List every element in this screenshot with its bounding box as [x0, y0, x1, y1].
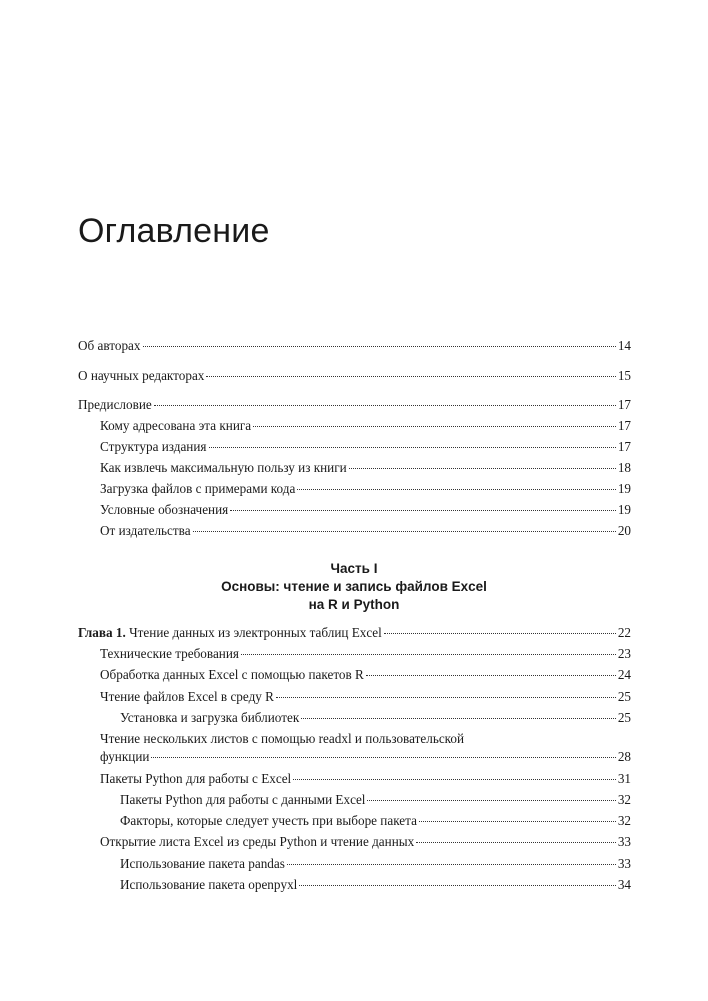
toc-entry-package-factors[interactable] [120, 812, 631, 829]
toc-entry-label: Открытие листа Excel из среды Python и чтение данных [100, 834, 415, 849]
toc-entry-about-authors[interactable] [78, 337, 631, 354]
toc-page-number: 22 [617, 625, 631, 640]
toc-entry-label: Условные обозначения [100, 502, 229, 517]
toc-page-number: 17 [617, 439, 631, 454]
leader-dots [293, 778, 616, 780]
toc-entry-label: Пакеты Python для работы с Excel [100, 771, 292, 786]
part-number: Часть I [330, 561, 378, 576]
toc-entry-label [78, 624, 382, 641]
toc-page-number: 15 [617, 368, 631, 383]
toc-entry-label: Кому адресована эта книга [100, 418, 252, 433]
toc-page-number: 17 [617, 397, 631, 412]
leader-dots [366, 674, 616, 676]
leader-dots [143, 345, 616, 347]
toc-page-number: 31 [617, 771, 631, 786]
leader-dots [276, 696, 616, 698]
toc-entry-publisher[interactable] [100, 522, 631, 539]
toc-page-number: 20 [617, 523, 631, 538]
chapter-prefix: Глава 1. [78, 625, 126, 640]
toc-entry-openpyxl[interactable] [120, 876, 631, 893]
toc-page-number: 24 [617, 667, 631, 682]
leader-dots [367, 799, 615, 801]
toc-entry-label: О научных редакторах [78, 368, 205, 383]
toc-entry-structure[interactable] [100, 438, 631, 455]
toc-page-number: 23 [617, 646, 631, 661]
leader-dots [384, 632, 616, 634]
toc-entry-science-editors[interactable] [78, 367, 631, 384]
toc-entry-label: Установка и загрузка библиотек [120, 710, 300, 725]
leader-dots [416, 841, 616, 843]
toc-entry-audience[interactable] [100, 417, 631, 434]
toc-entry-max-benefit[interactable] [100, 459, 631, 476]
leader-dots [299, 884, 615, 886]
toc-page-number: 18 [617, 460, 631, 475]
leader-dots [206, 375, 615, 377]
toc-page-number: 34 [617, 877, 631, 892]
toc-entry-chapter-1[interactable] [78, 624, 631, 641]
leader-dots [419, 820, 616, 822]
toc-page-number: 25 [617, 689, 631, 704]
toc-page-number: 32 [617, 813, 631, 828]
leader-dots [209, 446, 616, 448]
toc-entry-label: Использование пакета pandas [120, 856, 285, 871]
toc-entry-python-packages[interactable] [100, 770, 631, 787]
toc-entry-multiple-sheets-line1[interactable] [100, 730, 631, 747]
toc-entry-label: Обработка данных Excel с помощью пакетов R [100, 667, 364, 682]
toc-page-number: 33 [617, 834, 631, 849]
toc-entry-reading-excel-r[interactable] [100, 688, 631, 705]
leader-dots [297, 488, 615, 490]
toc-entry-label: Использование пакета openpyxl [120, 877, 298, 892]
leader-dots [241, 653, 616, 655]
toc-page-number: 33 [617, 856, 631, 871]
toc-page-number: 19 [617, 481, 631, 496]
part-title-line2: на R и Python [308, 597, 400, 612]
toc-entry-conventions[interactable] [100, 501, 631, 518]
toc-entry-download-code[interactable] [100, 480, 631, 497]
toc-entry-multiple-sheets-line2[interactable] [100, 748, 631, 765]
toc-page-number: 17 [617, 418, 631, 433]
toc-entry-label: Как извлечь максимальную пользу из книги [100, 460, 347, 475]
leader-dots [230, 509, 616, 511]
leader-dots [151, 756, 615, 758]
leader-dots [253, 425, 616, 427]
leader-dots [349, 467, 616, 469]
part-title-line1: Основы: чтение и запись файлов Excel [221, 579, 487, 594]
toc-page-number: 28 [617, 749, 631, 764]
toc-entry-label: Чтение нескольких листов с помощью readxl и пользовательской [100, 731, 465, 746]
toc-entry-label: Предисловие [78, 397, 152, 412]
toc-entry-r-packages[interactable] [100, 666, 631, 683]
toc-entry-python-data-packages[interactable] [120, 791, 631, 808]
toc-entry-label: Технические требования [100, 646, 239, 661]
toc-page-number: 19 [617, 502, 631, 517]
toc-page-number: 32 [617, 792, 631, 807]
chapter-title: Чтение данных из электронных таблиц Excel [125, 625, 382, 640]
toc-entry-label: Пакеты Python для работы с данными Excel [120, 792, 366, 807]
toc-entry-label: От издательства [100, 523, 191, 538]
page-title: Оглавление [78, 212, 270, 250]
toc-entry-preface[interactable] [78, 396, 631, 413]
toc-page-number: 25 [617, 710, 631, 725]
toc-entry-install-libraries[interactable] [120, 709, 631, 726]
toc-entry-label: Структура издания [100, 439, 207, 454]
leader-dots [287, 863, 616, 865]
toc-entry-label: Факторы, которые следует учесть при выборе пакета [120, 813, 417, 828]
leader-dots [154, 404, 616, 406]
toc-entry-label: Чтение файлов Excel в среду R [100, 689, 274, 704]
toc-entry-tech-requirements[interactable] [100, 645, 631, 662]
toc-entry-pandas[interactable] [120, 855, 631, 872]
toc-entry-label: Загрузка файлов с примерами кода [100, 481, 296, 496]
leader-dots [193, 530, 616, 532]
toc-entry-label: Об авторах [78, 338, 141, 353]
toc-page-number: 14 [617, 338, 631, 353]
toc-entry-label: функции [100, 749, 150, 764]
leader-dots [301, 717, 616, 719]
toc-entry-open-excel-python[interactable] [100, 833, 631, 850]
